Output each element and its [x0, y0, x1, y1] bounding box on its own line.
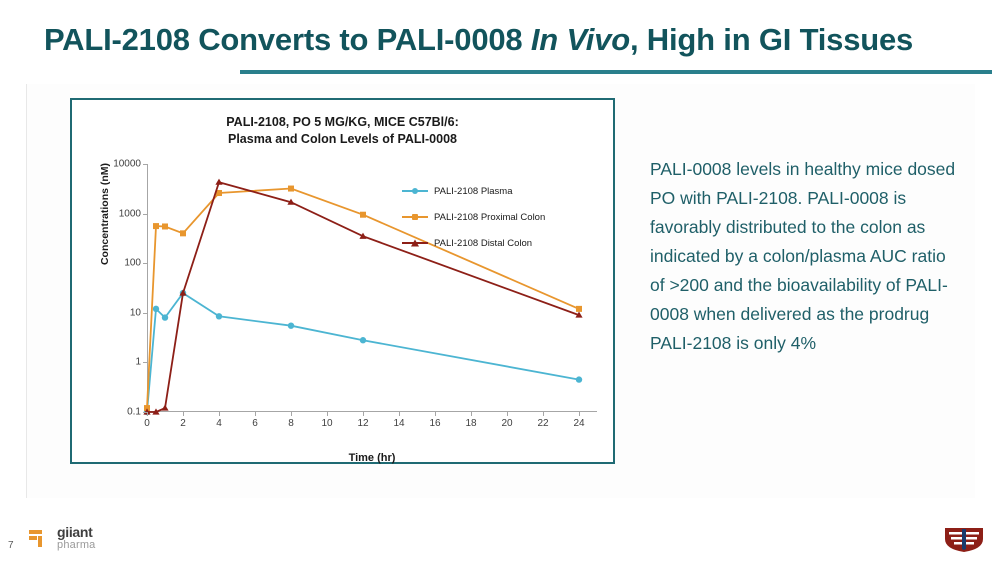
legend-item — [402, 204, 545, 230]
x-tick-label: 12 — [357, 418, 369, 429]
legend-label: PALI-2108 Proximal Colon — [434, 211, 546, 223]
legend-marker-icon — [411, 240, 419, 247]
series-marker — [162, 223, 168, 229]
y-tick-label: 100 — [124, 257, 141, 269]
x-tick-mark — [219, 412, 220, 416]
page-number: 7 — [8, 540, 14, 551]
x-tick-mark — [579, 412, 580, 416]
x-axis-label: Time (hr) — [348, 452, 396, 464]
legend-marker-icon — [412, 188, 418, 194]
y-tick-label: 10 — [129, 307, 141, 319]
series-marker — [153, 306, 159, 312]
page-title-part2: , High in GI Tissues — [629, 22, 914, 57]
series-marker — [180, 230, 186, 236]
chart-title-line1: PALI-2108, PO 5 MG/KG, MICE C57Bl/6: — [226, 115, 459, 129]
y-tick-mark — [143, 214, 147, 215]
x-tick-mark — [543, 412, 544, 416]
chart-container — [70, 98, 615, 464]
x-tick-label: 24 — [573, 418, 585, 429]
chart-title-line2: Plasma and Colon Levels of PALI-0008 — [227, 132, 457, 146]
x-tick-label: 10 — [321, 418, 333, 429]
x-tick-mark — [255, 412, 256, 416]
series-marker — [161, 404, 168, 410]
page-title — [44, 22, 984, 58]
page-title-part1: PALI-2108 Converts to PALI-0008 — [44, 22, 531, 57]
x-tick-mark — [399, 412, 400, 416]
chart-title — [72, 114, 613, 148]
chart-legend — [402, 178, 545, 256]
logo-name: giiant — [57, 524, 93, 540]
x-tick-label: 22 — [537, 418, 549, 429]
giiant-logo-icon — [28, 528, 50, 550]
x-tick-mark — [327, 412, 328, 416]
y-tick-mark — [143, 164, 147, 165]
x-tick-label: 0 — [144, 418, 150, 429]
title-underline — [240, 70, 992, 74]
legend-marker-icon — [412, 214, 418, 220]
legend-item — [402, 230, 545, 256]
legend-swatch — [402, 242, 428, 244]
x-tick-label: 20 — [501, 418, 513, 429]
x-tick-label: 14 — [393, 418, 405, 429]
x-tick-label: 18 — [465, 418, 477, 429]
x-tick-mark — [183, 412, 184, 416]
y-tick-label: 10000 — [113, 158, 141, 170]
x-tick-label: 4 — [216, 418, 222, 429]
series-marker — [153, 223, 159, 229]
x-tick-mark — [147, 412, 148, 416]
legend-label: PALI-2108 Plasma — [434, 185, 513, 197]
x-tick-label: 6 — [252, 418, 258, 429]
x-tick-label: 2 — [180, 418, 186, 429]
x-tick-mark — [507, 412, 508, 416]
page-title-italic: In Vivo — [530, 22, 630, 57]
y-tick-label: 1 — [135, 356, 141, 368]
legend-label: PALI-2108 Distal Colon — [434, 237, 533, 249]
series-line — [147, 293, 579, 412]
legend-swatch — [402, 216, 428, 218]
y-axis-label: Concentrations (nM) — [99, 162, 111, 266]
series-marker — [360, 212, 366, 218]
x-tick-label: 16 — [429, 418, 441, 429]
company-logo — [28, 526, 96, 552]
series-marker — [216, 313, 222, 319]
series-marker — [360, 337, 366, 343]
y-tick-label: 1000 — [118, 208, 141, 220]
legend-item — [402, 178, 545, 204]
series-marker — [576, 306, 582, 312]
logo-subtitle: pharma — [57, 539, 96, 551]
logo-wordmark — [57, 526, 96, 552]
x-tick-mark — [363, 412, 364, 416]
y-tick-mark — [143, 263, 147, 264]
x-tick-mark — [471, 412, 472, 416]
series-marker — [288, 186, 294, 192]
body-paragraph: PALI-0008 levels in healthy mice dosed PO with PALI-2108. PALI-0008 is favorably distributed to the colon as indicated by a colon/plasma AUC ratio of >200 and the bioavailability of PALI-0008 when delivered as the prodrug PALI-2108 is only 4% — [650, 159, 956, 353]
series-marker — [576, 376, 582, 382]
y-tick-label: 0.1 — [127, 406, 141, 418]
series-marker — [162, 314, 168, 320]
y-tick-mark — [143, 313, 147, 314]
x-tick-mark — [435, 412, 436, 416]
corner-shield-icon — [942, 527, 986, 553]
legend-swatch — [402, 190, 428, 192]
y-tick-mark — [143, 362, 147, 363]
x-tick-mark — [291, 412, 292, 416]
x-tick-label: 8 — [288, 418, 294, 429]
series-marker — [288, 322, 294, 328]
series-marker — [215, 179, 222, 185]
